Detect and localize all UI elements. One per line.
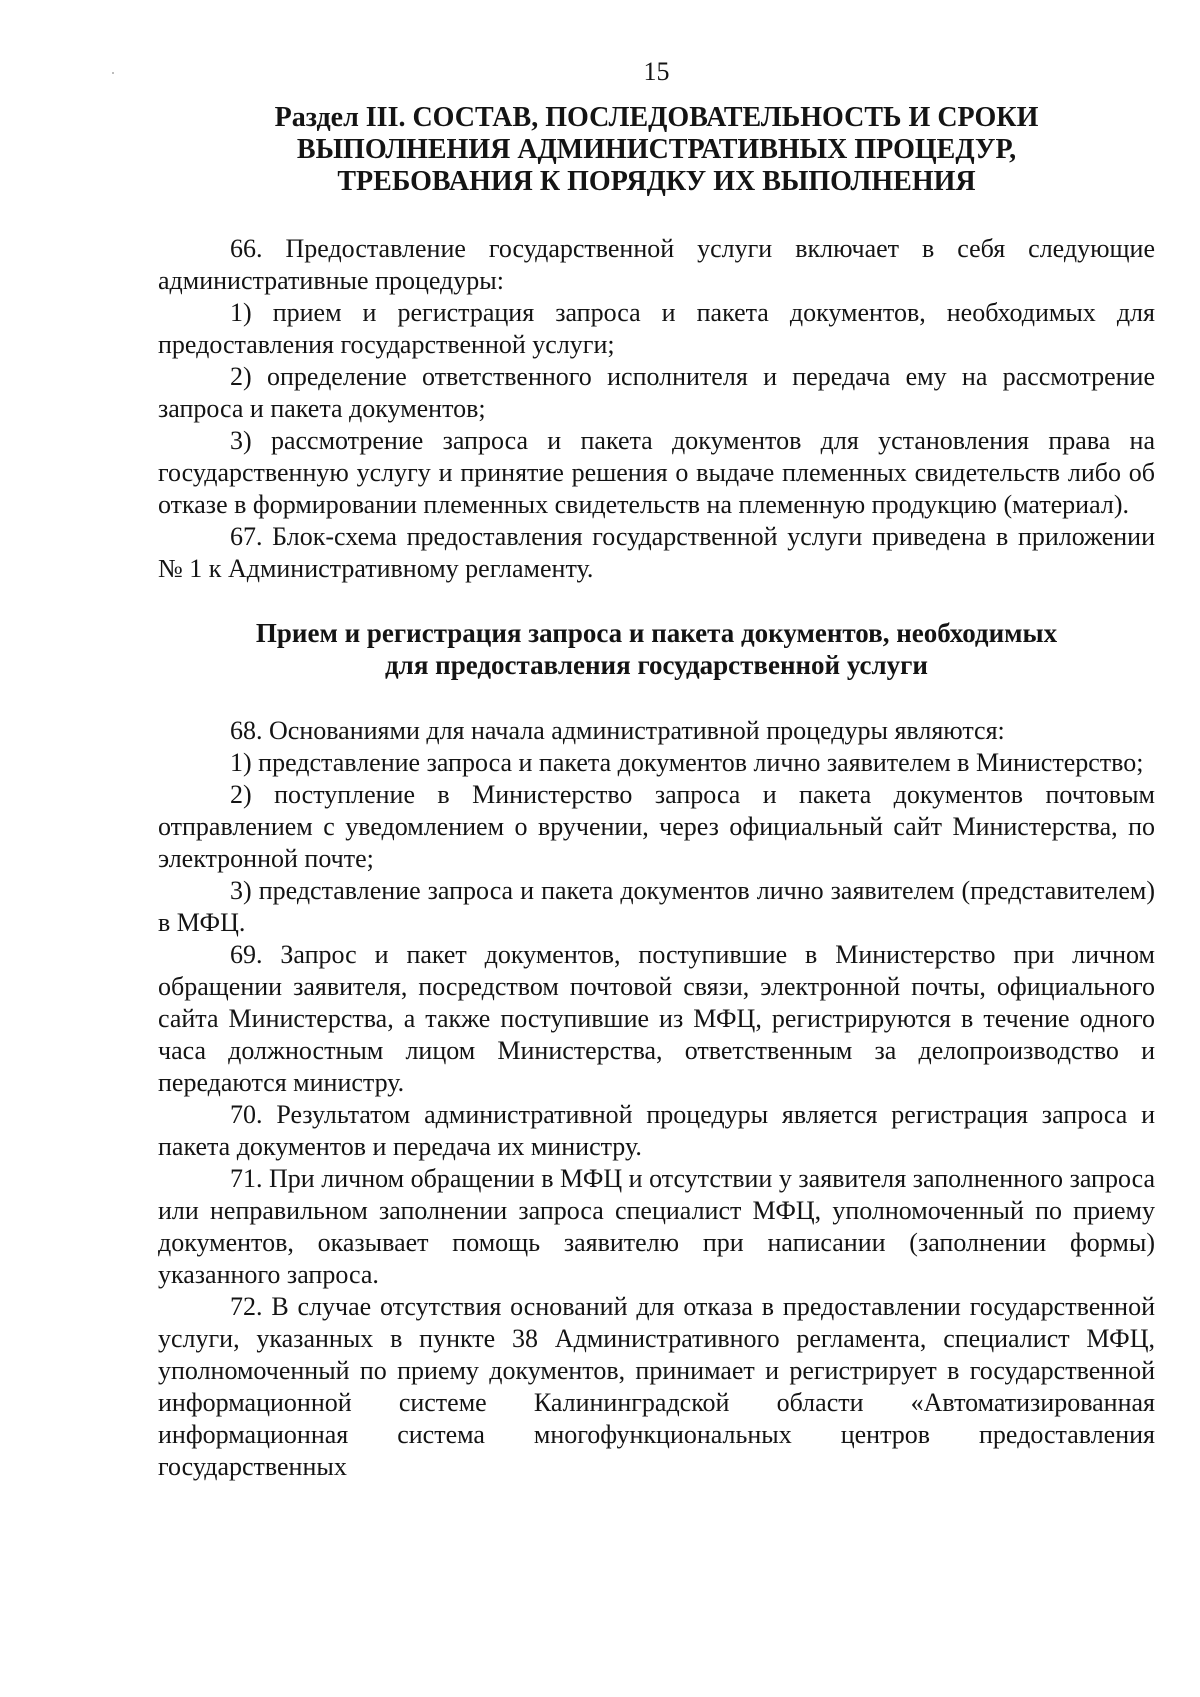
paragraph-71: 71. При личном обращении в МФЦ и отсутствии у заявителя заполненного запроса или неправильном заполнении запроса специалист МФЦ, уполномоченный по приему документов, оказывает помощь заявителю при написании (заполнении формы) указанного запроса. bbox=[158, 1164, 1155, 1289]
paragraph-69: 69. Запрос и пакет документов, поступившие в Министерство при личном обращении заявителя, посредством почтовой связи, электронной почты, официального сайта Министерства, а также поступившие из МФЦ, регистрируются в течение одного часа должностным лицом Министерства, ответственным за делопроизводство и передаются министру. bbox=[158, 940, 1155, 1097]
section-title-line: ТРЕБОВАНИЯ К ПОРЯДКУ ИХ ВЫПОЛНЕНИЯ bbox=[337, 166, 976, 197]
list-item-3: 3) рассмотрение запроса и пакета документов для установления права на государственную услугу и принятие решения о выдаче племенных свидетельств либо об отказе в формировании племенных свидетельств на племенную продукцию (материал). bbox=[158, 426, 1155, 519]
list-item-3: 3) представление запроса и пакета документов лично заявителем (представителем) в МФЦ. bbox=[158, 876, 1155, 937]
section-title bbox=[158, 102, 1155, 198]
section-title-line: ВЫПОЛНЕНИЯ АДМИНИСТРАТИВНЫХ ПРОЦЕДУР, bbox=[296, 134, 1017, 165]
reception-section bbox=[158, 715, 1155, 1483]
list-item-2: 2) поступление в Министерство запроса и пакета документов почтовым отправлением с уведомлением о вручении, через официальный сайт Министерства, по электронной почте; bbox=[158, 780, 1155, 873]
section-title-line: Раздел III. СОСТАВ, ПОСЛЕДОВАТЕЛЬНОСТЬ И СРОКИ bbox=[274, 102, 1039, 133]
procedures-list bbox=[158, 233, 1155, 585]
page-number: 15 bbox=[643, 57, 670, 86]
paragraph-66: 66. Предоставление государственной услуги включает в себя следующие административные процедуры: bbox=[158, 234, 1155, 295]
paragraph-68: 68. Основаниями для начала административной процедуры являются: bbox=[230, 716, 1005, 745]
paragraph-72: 72. В случае отсутствия оснований для отказа в предоставлении государственной услуги, указанных в пункте 38 Административного регламента, специалист МФЦ, уполномоченный по приему документов, принимает и регистрирует в государственной информационной системе Калининградской области «Автоматизированная информационная система многофункциональных центров предоставления государственных bbox=[158, 1292, 1155, 1481]
paragraph-67: 67. Блок-схема предоставления государственной услуги приведена в приложении № 1 к Административному регламенту. bbox=[158, 522, 1155, 583]
document-page bbox=[158, 52, 1155, 1483]
list-item-2: 2) определение ответственного исполнителя и передача ему на рассмотрение запроса и пакета документов; bbox=[158, 362, 1155, 423]
subsection-title-line: Прием и регистрация запроса и пакета документов, необходимых bbox=[255, 618, 1058, 648]
subsection-title-line: для предоставления государственной услуги bbox=[385, 650, 928, 680]
list-item-1: 1) представление запроса и пакета документов лично заявителем в Министерство; bbox=[230, 748, 1144, 777]
paragraph-70: 70. Результатом административной процедуры является регистрация запроса и пакета документов и передача их министру. bbox=[158, 1100, 1155, 1161]
list-item-1: 1) прием и регистрация запроса и пакета документов, необходимых для предоставления государственной услуги; bbox=[158, 298, 1155, 359]
subsection-title bbox=[158, 617, 1155, 681]
scan-speck bbox=[112, 72, 114, 74]
